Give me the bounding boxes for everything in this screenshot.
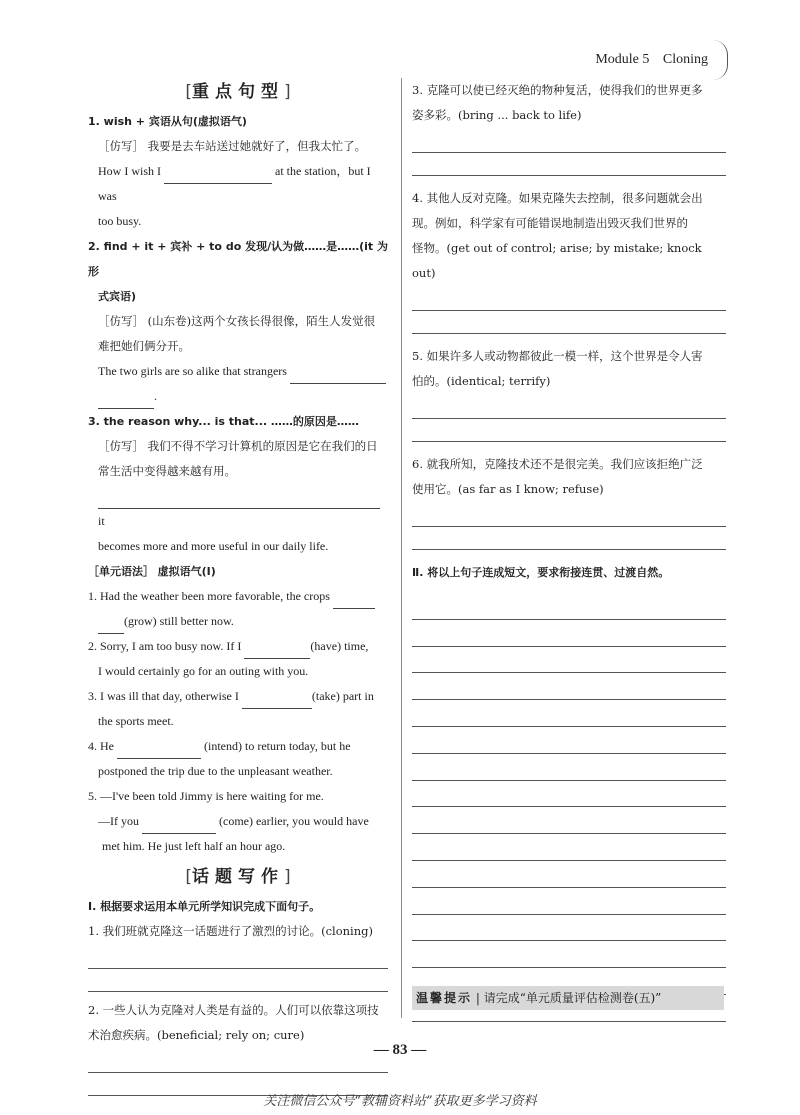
grammar-q3c: the sports meet. bbox=[98, 714, 174, 728]
sentence-6a: 6. 就我所知，克隆技术还不是很完美。我们应该拒绝广泛 bbox=[412, 457, 703, 471]
item3-it: it bbox=[98, 514, 105, 528]
grammar-q1a: 1. Had the weather been more favorable, the crops bbox=[88, 589, 330, 603]
module-title: Cloning bbox=[662, 52, 708, 67]
item2-title: 2. find + it + 宾补 + to do 发现/认为做……是……(it 为形 bbox=[88, 240, 388, 278]
answer-line[interactable] bbox=[412, 286, 726, 311]
sentence-4a: 4. 其他人反对克隆。如果克隆失去控制，很多问题就会出 bbox=[412, 191, 703, 205]
answer-blank[interactable] bbox=[98, 494, 380, 509]
item2-title2: 式宾语) bbox=[98, 290, 137, 303]
section-title-topic-writing: [话题写作] bbox=[185, 867, 291, 887]
right-column bbox=[412, 78, 726, 1022]
grammar-title: 虚拟语气(Ⅰ) bbox=[157, 565, 216, 578]
item1-cn: 我要是去车站送过她就好了，但我太忙了。 bbox=[147, 139, 367, 153]
imitate-tag: ［仿写］ bbox=[98, 314, 144, 328]
answer-line[interactable] bbox=[412, 502, 726, 527]
reminder-text: 请完成“单元质量评估检测卷(五)” bbox=[483, 991, 662, 1005]
answer-line[interactable] bbox=[412, 527, 726, 550]
module-label: Module 5 bbox=[595, 52, 650, 67]
grammar-q2b: (have) time, bbox=[310, 639, 369, 653]
item1-en-b: at the station，but I was bbox=[98, 164, 371, 203]
answer-blank[interactable] bbox=[98, 394, 154, 409]
grammar-tag: ［单元语法］ bbox=[88, 565, 154, 578]
answer-blank[interactable] bbox=[142, 819, 216, 834]
item1-title: 1. wish + 宾语从句(虚拟语气) bbox=[88, 115, 247, 128]
grammar-q5b: —If you bbox=[98, 814, 139, 828]
sentence-3a: 3. 克隆可以使已经灭绝的物种复活，使得我们的世界更多 bbox=[412, 83, 703, 97]
page-number: — 83 — bbox=[373, 1042, 427, 1058]
grammar-q5a: 5. —I've been told Jimmy is here waiting for me. bbox=[88, 789, 324, 803]
grammar-q4b: (intend) to return today, but he bbox=[204, 739, 351, 753]
sentence-3b: 姿多彩。(bring ... back to life) bbox=[412, 108, 582, 122]
answer-line[interactable] bbox=[88, 944, 388, 969]
answer-blank[interactable] bbox=[98, 619, 124, 634]
sentence-5a: 5. 如果许多人或动物都彼此一模一样，这个世界是令人害 bbox=[412, 349, 703, 363]
sentence-1: 1. 我们班就克隆这一话题进行了激烈的讨论。(cloning) bbox=[88, 924, 373, 938]
sentence-6b: 使用它。(as far as I know; refuse) bbox=[412, 482, 604, 496]
page-header bbox=[585, 52, 708, 68]
source-label: (山东卷) bbox=[147, 314, 192, 328]
item2-cn2: 难把她们俩分开。 bbox=[98, 339, 190, 353]
answer-blank[interactable] bbox=[242, 694, 312, 709]
section-title-key-sentences: [重点句型] bbox=[185, 82, 291, 102]
bracket-icon bbox=[713, 40, 728, 80]
item3-cn: 我们不得不学习计算机的原因是它在我们的日 bbox=[147, 439, 378, 453]
sentence-2a: 2. 一些人认为克隆对人类是有益的。人们可以依靠这项技 bbox=[88, 1003, 379, 1017]
item3-cn2: 常生活中变得越来越有用。 bbox=[98, 464, 236, 478]
reminder-box: 温馨提示 | 请完成“单元质量评估检测卷(五)” bbox=[412, 986, 724, 1010]
imitate-tag: ［仿写］ bbox=[98, 139, 144, 153]
item1-en-a: How I wish I bbox=[98, 164, 161, 178]
sentence-4b: 现。例如，科学家有可能错误地制造出毁灭我们世界的 bbox=[412, 216, 688, 230]
footer-note: 关注微信公众号“教辅资料站”获取更多学习资料 bbox=[263, 1094, 537, 1109]
item2-en-end: . bbox=[154, 389, 157, 403]
item3-en-c: becomes more and more useful in our daily life. bbox=[98, 539, 329, 553]
imitate-tag: ［仿写］ bbox=[98, 439, 144, 453]
grammar-q3b: (take) part in bbox=[311, 689, 374, 703]
answer-blank[interactable] bbox=[244, 644, 310, 659]
grammar-q2a: 2. Sorry, I am too busy now. If I bbox=[88, 639, 242, 653]
answer-line[interactable] bbox=[88, 969, 388, 992]
grammar-q4c: postponed the trip due to the unpleasant weather. bbox=[98, 764, 333, 778]
part2-instruction: Ⅱ. 将以上句子连成短文，要求衔接连贯、过渡自然。 bbox=[412, 566, 670, 579]
essay-lines[interactable] bbox=[412, 593, 726, 1022]
part1-instruction: Ⅰ. 根据要求运用本单元所学知识完成下面句子。 bbox=[88, 900, 321, 913]
grammar-q5d: met him. He just left half an hour ago. bbox=[102, 839, 286, 853]
grammar-q3a: 3. I was ill that day, otherwise I bbox=[88, 689, 239, 703]
item3-title: 3. the reason why... is that... ……的原因是…… bbox=[88, 415, 359, 428]
sentence-2b: 术治愈疾病。(beneficial; rely on; cure) bbox=[88, 1028, 305, 1042]
answer-blank[interactable] bbox=[164, 169, 272, 184]
answer-blank[interactable] bbox=[290, 369, 386, 384]
grammar-q1b: (grow) still better now. bbox=[124, 614, 234, 628]
answer-line[interactable] bbox=[412, 311, 726, 334]
grammar-q5c: (come) earlier, you would have bbox=[219, 814, 369, 828]
answer-line[interactable] bbox=[412, 153, 726, 176]
answer-blank[interactable] bbox=[117, 744, 201, 759]
column-divider bbox=[401, 78, 402, 1018]
sentence-4c: 怪物。(get out of control; arise; by mistake; knock out) bbox=[412, 241, 702, 280]
reminder-label: 温馨提示 bbox=[416, 991, 473, 1005]
item2-cn: 这两个女孩长得很像，陌生人发觉很 bbox=[191, 314, 376, 328]
answer-line[interactable] bbox=[412, 394, 726, 419]
grammar-q2c: I would certainly go for an outing with you. bbox=[98, 664, 309, 678]
left-column bbox=[88, 78, 388, 1096]
answer-blank[interactable] bbox=[333, 594, 375, 609]
item2-en-a: The two girls are so alike that strangers bbox=[98, 364, 287, 378]
answer-line[interactable] bbox=[412, 128, 726, 153]
answer-line[interactable] bbox=[412, 419, 726, 442]
item1-en-c: too busy. bbox=[98, 214, 142, 228]
sentence-5b: 怕的。(identical; terrify) bbox=[412, 374, 551, 388]
grammar-q4a: 4. He bbox=[88, 739, 114, 753]
